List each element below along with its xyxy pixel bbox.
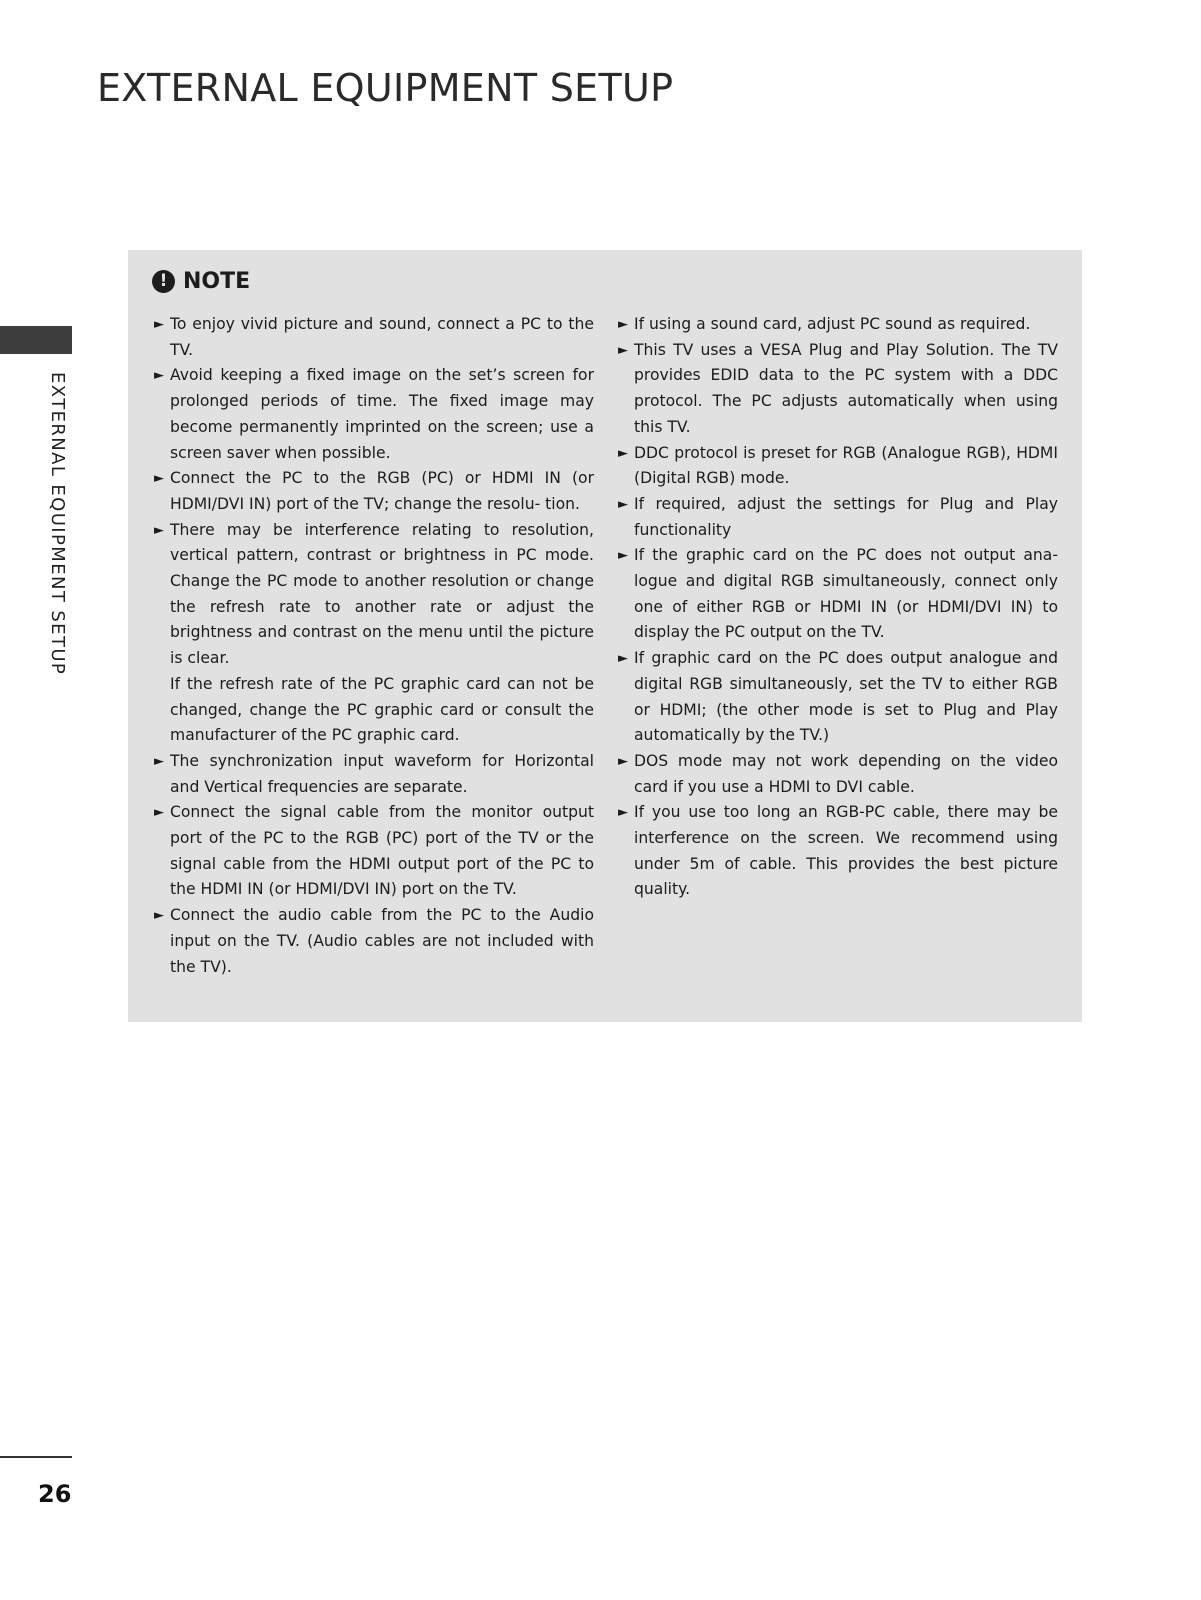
note-box — [128, 250, 1082, 1022]
note-item — [618, 441, 1058, 492]
exclamation-icon: ! — [152, 270, 175, 293]
section-tab-marker — [0, 326, 72, 354]
note-item-text: The synchronization input waveform for Horizontal and Vertical frequencies are separate. — [170, 751, 594, 796]
note-item-text: If the graphic card on the PC does not output ana- logue and digital RGB simultaneously, connect only one of either RGB or HDMI IN (or HDMI/DVI IN) to display the PC output on the TV. — [634, 546, 1058, 642]
note-item — [154, 903, 594, 980]
bullet-arrow-icon: ► — [618, 445, 628, 461]
note-header — [152, 269, 250, 294]
note-item-text: There may be interference relating to resolution, vertical pattern, contrast or brightness in PC mode. Change the PC mode to another resolution or change the refresh rate to another rate or adjust the brightness and contrast on the menu until the picture is clear. — [170, 520, 594, 668]
page-number: 26 — [38, 1480, 72, 1508]
note-item-text: To enjoy vivid picture and sound, connect a PC to the TV. — [170, 315, 594, 359]
note-item-text: If using a sound card, adjust PC sound as required. — [634, 315, 1031, 333]
note-item — [154, 749, 594, 800]
note-item-text: DDC protocol is preset for RGB (Analogue RGB), HDMI (Digital RGB) mode. — [634, 443, 1058, 488]
bullet-arrow-icon: ► — [618, 805, 628, 821]
note-item-text: Connect the audio cable from the PC to the Audio input on the TV. (Audio cables are not included with the TV). — [170, 906, 594, 976]
note-item — [154, 312, 594, 363]
note-item — [154, 518, 594, 672]
bullet-arrow-icon: ► — [154, 753, 164, 769]
footer-rule — [0, 1456, 72, 1458]
note-item — [618, 312, 1058, 338]
note-right-column — [618, 312, 1058, 903]
section-side-label: EXTERNAL EQUIPMENT SETUP — [47, 372, 68, 676]
bullet-arrow-icon: ► — [154, 471, 164, 487]
note-item — [618, 492, 1058, 543]
note-item-text: If graphic card on the PC does output analogue and digital RGB simultaneously, set the TV to either RGB or HDMI; (the other mode is set to Plug and Play automatically by the TV.) — [634, 649, 1058, 745]
note-item — [618, 800, 1058, 903]
note-item — [618, 749, 1058, 800]
note-item-text: This TV uses a VESA Plug and Play Solution. The TV provides EDID data to the PC system with a DDC protocol. The PC adjusts automatically when using this TV. — [634, 340, 1058, 436]
note-item — [154, 800, 594, 903]
bullet-arrow-icon: ► — [618, 342, 628, 358]
bullet-arrow-icon: ► — [154, 317, 164, 332]
note-item-text: Connect the signal cable from the monitor output port of the PC to the RGB (PC) port of the TV or the signal cable from the HDMI output port of the PC to the HDMI IN (or HDMI/DVI IN) port on the TV. — [170, 803, 594, 899]
note-item — [154, 466, 594, 517]
note-item-continuation: If the refresh rate of the PC graphic card can not be changed, change the PC graphic card or consult the manufacturer of the PC graphic card. — [170, 674, 594, 745]
note-item — [618, 338, 1058, 441]
bullet-arrow-icon: ► — [618, 317, 628, 332]
page-title: EXTERNAL EQUIPMENT SETUP — [97, 66, 674, 110]
bullet-arrow-icon: ► — [618, 753, 628, 769]
bullet-arrow-icon: ► — [154, 805, 164, 821]
note-item — [618, 646, 1058, 749]
note-item-text: DOS mode may not work depending on the video card if you use a HDMI to DVI cable. — [634, 751, 1058, 796]
bullet-arrow-icon: ► — [154, 522, 164, 538]
note-item-text: If you use too long an RGB-PC cable, there may be interference on the screen. We recommend using under 5m of cable. This provides the best picture quality. — [634, 803, 1058, 899]
bullet-arrow-icon: ► — [618, 651, 628, 667]
bullet-arrow-icon: ► — [154, 368, 164, 384]
note-item-text: If required, adjust the settings for Plug and Play functionality — [634, 494, 1058, 539]
note-item — [154, 363, 594, 466]
bullet-arrow-icon: ► — [154, 908, 164, 924]
bullet-arrow-icon: ► — [618, 496, 628, 512]
note-left-column — [154, 312, 594, 980]
note-title: NOTE — [183, 269, 251, 294]
bullet-arrow-icon: ► — [618, 548, 628, 564]
note-item — [618, 543, 1058, 646]
note-item-text: Avoid keeping a fixed image on the set’s screen for prolonged periods of time. The fixed image may become permanently imprinted on the screen; use a screen saver when possible. — [170, 366, 594, 462]
note-item-text: Connect the PC to the RGB (PC) or HDMI IN (or HDMI/DVI IN) port of the TV; change the resolu- tion. — [170, 469, 594, 513]
